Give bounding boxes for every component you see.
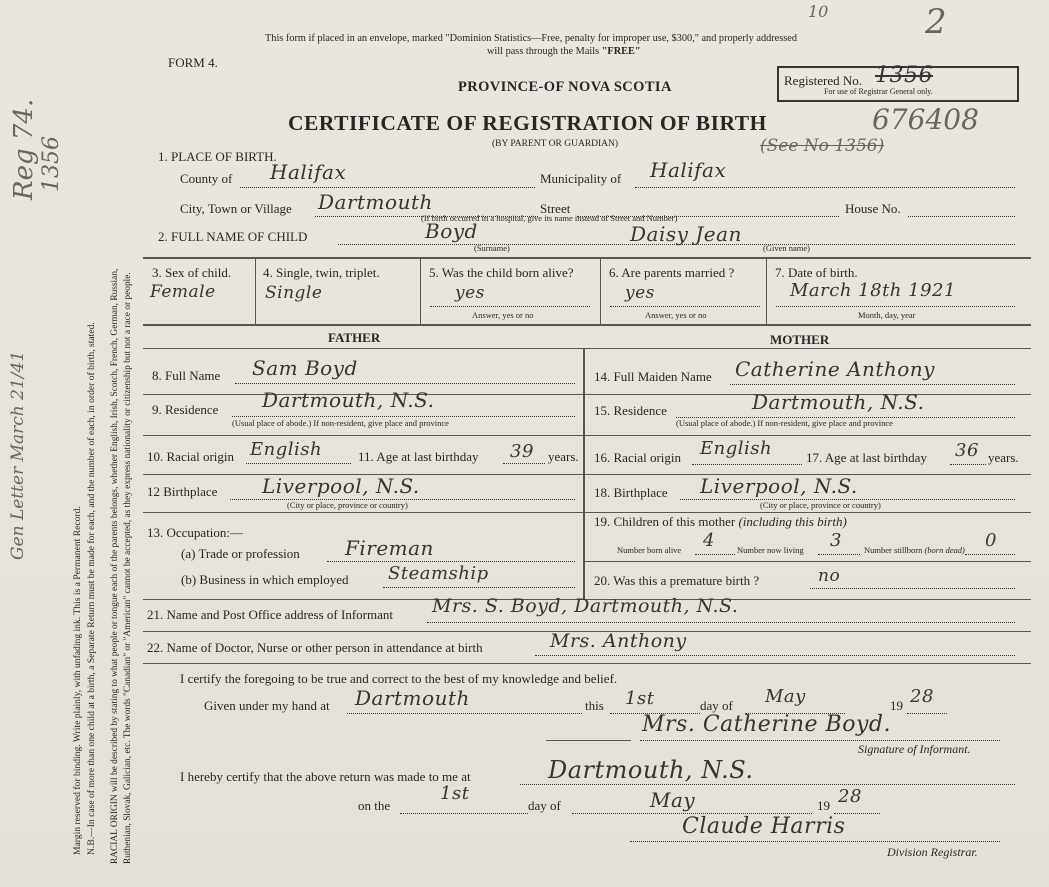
mother-age-value: 36 xyxy=(955,440,979,461)
surname-caption: (Surname) xyxy=(474,243,510,253)
county-label: County of xyxy=(180,171,233,186)
born-alive-value: yes xyxy=(455,283,485,303)
see-number-note: (See No 1356) xyxy=(760,136,885,156)
father-residence-label: 9. Residence xyxy=(152,402,219,417)
father-racial-label: 10. Racial origin xyxy=(147,449,235,464)
place-of-birth-heading: 1. PLACE OF BIRTH. xyxy=(158,149,277,164)
mother-name-value: Catherine Anthony xyxy=(735,357,935,381)
margin-nb-note: N.B.—In case of more than one child at a birth, a Separate Return must be made for each, and the number of each, in order of birth, stated. xyxy=(86,322,97,855)
parents-married-note: Answer, yes or no xyxy=(645,310,707,320)
given-year: 28 xyxy=(910,686,934,707)
mother-heading: MOTHER xyxy=(770,332,830,347)
registered-number: 1356 xyxy=(875,63,933,88)
given-name-caption: (Given name) xyxy=(763,243,810,253)
father-name-value: Sam Boyd xyxy=(252,356,358,380)
stillborn-label: Number stillborn (born dead) xyxy=(864,545,965,555)
form-number: FORM 4. xyxy=(168,55,218,70)
margin-letter-annotation: Gen Letter March 21/41 xyxy=(8,350,28,560)
born-alive-label: 5. Was the child born alive? xyxy=(429,265,574,280)
born-alive-count: 4 xyxy=(703,530,715,551)
margin-racial-origin-note-2: Ruthenian, Slovak, Galician, etc. The words "Canadian" or "American" cannot be accepted, as they express nationality or citizenship but not a race or people. xyxy=(123,272,133,864)
mother-age-years: years. xyxy=(988,450,1019,465)
margin-reg-annotation: Reg 74. xyxy=(9,98,39,200)
born-alive-count-label: Number born alive xyxy=(617,545,682,555)
born-alive-note: Answer, yes or no xyxy=(472,310,534,320)
margin-racial-origin-note: RACIAL ORIGIN will be described by stating to what people or tongue each of the parents belongs, whether English, Irish, Scotch, French, German, Russian, xyxy=(110,268,120,864)
municipality-label: Municipality of xyxy=(540,171,622,186)
business-value: Steamship xyxy=(388,563,489,584)
city-label: City, Town or Village xyxy=(180,201,292,216)
now-living-label: Number now living xyxy=(737,545,804,555)
return-month: May xyxy=(650,788,696,812)
on-the-label: on the xyxy=(358,798,391,813)
return-label: I hereby certify that the above return was made to me at xyxy=(180,769,471,784)
children-label: 19. Children of this mother (including this birth) xyxy=(594,514,847,529)
multiplicity-label: 4. Single, twin, triplet. xyxy=(263,265,380,280)
registrar-caption: Division Registrar. xyxy=(887,845,978,859)
premature-value: no xyxy=(818,566,841,586)
informant-label: 21. Name and Post Office address of Informant xyxy=(147,607,393,622)
child-given-name: Daisy Jean xyxy=(630,222,742,246)
province-heading: PROVINCE-OF NOVA SCOTIA xyxy=(458,79,672,95)
birth-date-note: Month, day, year xyxy=(858,310,916,320)
street-label: Street xyxy=(540,201,571,216)
mother-residence-value: Dartmouth, N.S. xyxy=(752,390,925,414)
informant-signature-caption: Signature of Informant. xyxy=(858,742,971,756)
father-age-years: years. xyxy=(548,449,579,464)
trade-value: Fireman xyxy=(345,536,434,560)
return-day: 1st xyxy=(440,783,470,804)
sex-value: Female xyxy=(150,282,216,302)
mother-birthplace-label: 18. Birthplace xyxy=(594,485,668,500)
occupation-label: 13. Occupation:— xyxy=(147,525,244,540)
given-month: May xyxy=(765,686,806,707)
father-residence-value: Dartmouth, N.S. xyxy=(262,388,435,412)
certify-statement: I certify the foregoing to be true and correct to the best of my knowledge and belief. xyxy=(180,671,618,686)
premature-label: 20. Was this a premature birth ? xyxy=(594,573,760,588)
informant-signature: Mrs. Catherine Boyd. xyxy=(642,712,891,737)
city-value: Dartmouth xyxy=(318,190,433,214)
day-of-label: day of xyxy=(700,698,733,713)
return-year: 28 xyxy=(838,786,862,807)
top-pen-big-number: 2 xyxy=(925,2,947,42)
registered-label: Registered No. xyxy=(784,73,862,88)
child-name-label: 2. FULL NAME OF CHILD xyxy=(158,229,308,244)
mother-age-label: 17. Age at last birthday xyxy=(806,450,927,465)
mother-birthplace-value: Liverpool, N.S. xyxy=(700,474,858,498)
mail-notice-2: will pass through the Mails "FREE" xyxy=(487,46,641,57)
father-birthplace-value: Liverpool, N.S. xyxy=(262,474,420,498)
father-age-value: 39 xyxy=(510,441,534,462)
registrar-signature: Claude Harris xyxy=(682,814,846,839)
father-racial-value: English xyxy=(250,439,323,460)
county-value: Halifax xyxy=(270,160,347,184)
mother-racial-value: English xyxy=(700,438,773,459)
municipality-value: Halifax xyxy=(650,158,727,182)
mother-residence-label: 15. Residence xyxy=(594,403,667,418)
mother-birthplace-note: (City or place, province or country) xyxy=(760,500,881,510)
registrar-use-note: For use of Registrar General only. xyxy=(824,87,933,96)
informant-value: Mrs. S. Boyd, Dartmouth, N.S. xyxy=(432,595,739,617)
stillborn-count: 0 xyxy=(985,530,997,551)
given-year-prefix: 19 xyxy=(890,698,903,713)
father-heading: FATHER xyxy=(328,330,381,345)
margin-binding-note: Margin reserved for binding. Write plainly, with unfading ink. This is a Permanent Record. xyxy=(72,506,83,855)
doctor-label: 22. Name of Doctor, Nurse or other person in attendance at birth xyxy=(147,640,483,655)
birth-date-label: 7. Date of birth. xyxy=(775,265,858,280)
doctor-value: Mrs. Anthony xyxy=(550,630,687,652)
top-pen-number: 10 xyxy=(808,2,829,21)
father-birthplace-note: (City or place, province or country) xyxy=(287,500,408,510)
margin-number-annotation: 1356 xyxy=(39,136,64,192)
given-day: 1st xyxy=(625,688,655,709)
this-label: this xyxy=(585,698,604,713)
mother-residence-note: (Usual place of abode.) If non-resident, give place and province xyxy=(676,418,893,428)
return-place: Dartmouth, N.S. xyxy=(548,756,754,784)
mother-racial-label: 16. Racial origin xyxy=(594,450,682,465)
father-birthplace-label: 12 Birthplace xyxy=(147,484,218,499)
father-name-label: 8. Full Name xyxy=(152,368,221,383)
parents-married-label: 6. Are parents married ? xyxy=(609,265,735,280)
page-title: CERTIFICATE OF REGISTRATION OF BIRTH xyxy=(288,111,767,135)
business-label: (b) Business in which employed xyxy=(181,572,349,587)
hospital-note: (If birth occurred in a hospital, give its name instead of Street and Number) xyxy=(421,213,678,223)
mail-notice: This form if placed in an envelope, marked "Dominion Statistics—Free, penalty for improper use, $300," and properly addressed xyxy=(265,33,797,44)
child-surname: Boyd xyxy=(425,219,478,243)
given-under-label: Given under my hand at xyxy=(204,698,330,713)
return-day-of-label: day of xyxy=(528,798,561,813)
parents-married-value: yes xyxy=(625,283,655,303)
father-age-label: 11. Age at last birthday xyxy=(358,449,479,464)
trade-label: (a) Trade or profession xyxy=(181,546,300,561)
now-living-count: 3 xyxy=(830,530,842,551)
birth-date-value: March 18th 1921 xyxy=(790,280,956,301)
return-year-prefix: 19 xyxy=(817,798,830,813)
house-no-label: House No. xyxy=(845,201,901,216)
page-subtitle: (BY PARENT OR GUARDIAN) xyxy=(492,139,619,149)
mother-name-label: 14. Full Maiden Name xyxy=(594,369,712,384)
multiplicity-value: Single xyxy=(265,283,323,303)
given-place: Dartmouth xyxy=(355,686,470,710)
father-residence-note: (Usual place of abode.) If non-resident, give place and province xyxy=(232,418,449,428)
sex-label: 3. Sex of child. xyxy=(152,265,232,280)
new-registered-number: 676408 xyxy=(872,103,979,136)
